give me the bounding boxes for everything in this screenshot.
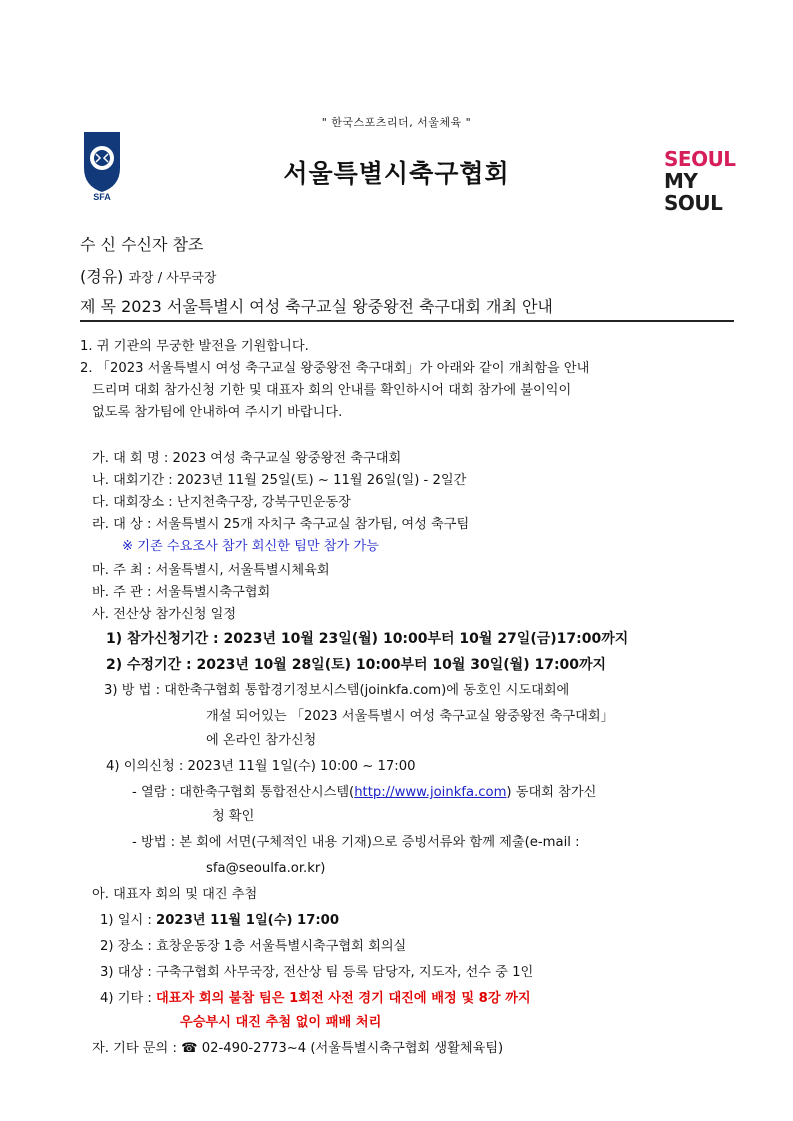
item-sa: 사. 전산상 참가신청 일정 (92, 607, 237, 622)
revision-period: 2) 수정기간 : 2023년 10월 28일(토) 10:00부터 10월 30일(월) 17:00까지 (106, 657, 607, 673)
via-value: 과장 / 사무국장 (128, 271, 217, 286)
objection-period: 4) 이의신청 : 2023년 11월 1일(수) 10:00 ~ 17:00 (106, 759, 416, 774)
item-ga: 가. 대 회 명 : 2023 여성 축구교실 왕중왕전 축구대회 (92, 451, 402, 466)
paragraph-2-line1: 2. 「2023 서울특별시 여성 축구교실 왕중왕전 축구대회」가 아래와 같이 개최함을 안내 (80, 361, 590, 376)
item-ra-note: ※ 기존 수요조사 참가 회신한 팀만 참가 가능 (122, 539, 379, 554)
method-line2: 개설 되어있는 「2023 서울특별시 여성 축구교실 왕중왕전 축구대회」 (206, 709, 614, 724)
item-a: 아. 대표자 회의 및 대진 추첨 (92, 887, 258, 902)
seoul-my-soul-logo (664, 147, 736, 215)
via-label: (경유) (80, 267, 124, 286)
item-na: 나. 대회기간 : 2023년 11월 25일(토) ~ 11월 26일(일) - 2일간 (92, 473, 467, 488)
view-text-pre: - 열람 : 대한축구협회 통합전산시스템( (132, 785, 355, 800)
subject-line: 제 목 2023 서울특별시 여성 축구교실 왕중왕전 축구대회 개최 안내 (80, 297, 553, 316)
sfa-logo-text: SFA (93, 192, 111, 202)
meeting-target: 3) 대상 : 구축구협회 사무국장, 전산상 팀 등록 담당자, 지도자, 선수 중 1인 (100, 965, 534, 980)
meeting-etc-label: 4) 기타 : (100, 991, 157, 1006)
item-ba: 바. 주 관 : 서울특별시축구협회 (92, 585, 271, 600)
slogan: " 한국스포츠리더, 서울체육 " (321, 116, 472, 129)
method-line1: 3) 방 법 : 대한축구협회 통합경기정보시스템(joinkfa.com)에 동호인 시도대회에 (104, 683, 570, 698)
seoul-logo-line1: SEOUL (664, 147, 736, 171)
method-line3: 에 온라인 참가신청 (206, 733, 317, 748)
view-line (132, 782, 596, 804)
view-line2: 청 확인 (212, 809, 255, 824)
item-da: 다. 대회장소 : 난지천축구장, 강북구민운동장 (92, 495, 351, 510)
organization-name: 서울특별시축구협회 (283, 159, 510, 188)
recipient-line: 수 신 수신자 참조 (80, 235, 204, 254)
paragraph-1: 1. 귀 기관의 무궁한 발전을 기원합니다. (80, 339, 309, 354)
via-line (80, 264, 217, 287)
submission-method-line1: - 방법 : 본 회에 서면(구체적인 내용 기재)으로 증빙서류와 함께 제출(e-mail : (132, 835, 580, 850)
meeting-etc-warning2: 우승부시 대진 추첨 없이 패배 처리 (180, 1015, 382, 1030)
item-ra: 라. 대 상 : 서울특별시 25개 자치구 축구교실 참가팀, 여성 축구팀 (92, 517, 470, 532)
meeting-etc-warning1: 대표자 회의 불참 팀은 1회전 사전 경기 대진에 배정 및 8강 까지 (156, 991, 531, 1006)
submission-email[interactable]: sfa@seoulfa.or.kr) (206, 861, 326, 876)
meeting-date (100, 910, 339, 932)
paragraph-2-line2: 드리며 대회 참가신청 기한 및 대표자 회의 안내를 확인하시어 대회 참가에 불이익이 (92, 383, 572, 398)
paragraph-2-line3: 없도록 참가팀에 안내하여 주시기 바랍니다. (92, 405, 343, 420)
divider (80, 320, 734, 322)
meeting-etc (100, 988, 531, 1010)
meeting-date-value: 2023년 11월 1일(수) 17:00 (156, 913, 340, 928)
meeting-date-label: 1) 일시 : (100, 913, 157, 928)
item-ma: 마. 주 최 : 서울특별시, 서울특별시체육회 (92, 563, 330, 578)
seoul-logo-line2: MY SOUL (664, 169, 723, 215)
contact-line: 자. 기타 문의 : ☎ 02-490-2773~4 (서울특별시축구협회 생활체육팀) (92, 1041, 504, 1056)
meeting-place: 2) 장소 : 효창운동장 1층 서울특별시축구협회 회의실 (100, 939, 407, 954)
joinkfa-link[interactable]: http://www.joinkfa.com (354, 785, 507, 800)
registration-period: 1) 참가신청기간 : 2023년 10월 23일(월) 10:00부터 10월 27일(금)17:00까지 (106, 631, 629, 647)
view-text-post: ) 동대회 참가신 (506, 785, 597, 800)
